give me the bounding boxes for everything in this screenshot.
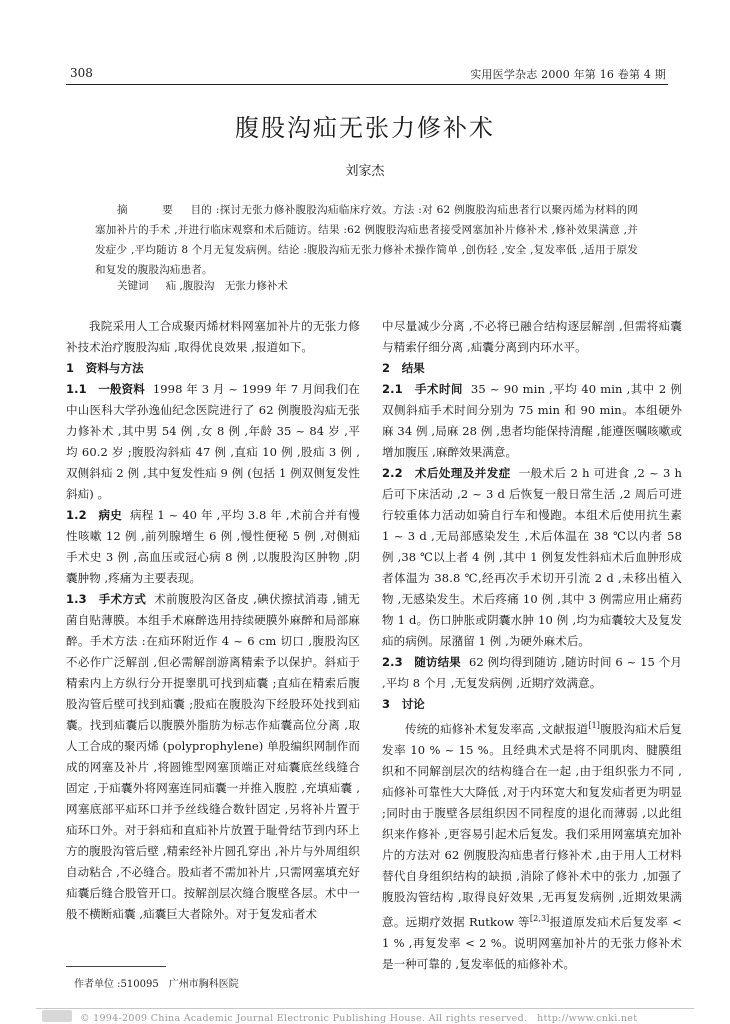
section-1-1-text: 1998 年 3 月 ~ 1999 年 7 月间我们在中山医科大学孙逸仙纪念医院进行了 62 例腹股沟疝无张力修补术 ,其中男 54 例 ,女 8 例 ,年龄 35 ~ 84 岁 ,平均 60.2 岁 ;腹股沟斜疝 47 例 ,直疝 10 例 ,股疝 3 例 ,双侧斜疝 2 例 ,其中复发性疝 9 例 (包括 1 例双侧复发性斜疝) 。	[66, 382, 361, 501]
section-1-3-label: 1.3 手术方式	[66, 592, 147, 606]
section-1-1-label: 1.1 一般资料	[66, 382, 145, 396]
section-1-3-text: 术前腹股沟区备皮 ,碘伏擦拭消毒 ,铺无菌自贴薄膜。本组手术麻醉选用持续硬膜外麻醉和局部麻醉。手术方法 :在疝环附近作 4 ~ 6 cm 切口 ,腹股沟区不必作广泛解剖 ,但必需解剖游离精索予以保护。斜疝于精索内上方纵行分开提睾肌可找到疝囊 ;直疝在精索后腹股沟管后壁可找到疝囊 ;股疝在腹股沟下经股环处找到疝囊。找到疝囊后以腹膜外脂肪为标志作疝囊高位分离 ,取人工合成的聚丙烯 (polyprophylene) 单股编织网制作而成的网塞及补片 ,将圆锥型网塞顶端正对疝囊底丝线缝合固定 ,于疝囊外将网塞连同疝囊一并推入腹腔 ,充填疝囊 ,网塞底部平疝环口并予丝线缝合数针固定 ,另将补片置于疝环口外。对于斜疝和直疝补片放置于耻骨结节到内环上方的腹股沟管后壁 ,精索经补片圆孔穿出 ,补片与外周组织自动粘合 ,不必缝合。股疝者不需加补片 ,只需网塞填充好疝囊后缝合股管开口。按解剖层次缝合腹壁各层。术中一般不横断疝囊 ,疝囊巨大者除外。对于复发疝者术	[66, 592, 360, 921]
left-column	[66, 316, 360, 925]
section-1-1	[66, 379, 360, 505]
section-2-3-label: 2.3 随访结果	[382, 655, 461, 669]
abstract-label: 摘 要	[117, 204, 185, 216]
citation-2: [2,3]	[529, 913, 550, 923]
right-column	[382, 316, 682, 975]
section-2-3-text: 62 例均得到随访 ,随访时间 6 ~ 15 个月 ,平均 8 个月 ,无复发病例 ,近期疗效满意。	[382, 655, 683, 690]
abstract	[95, 200, 638, 280]
page-number: 308	[70, 66, 93, 80]
article-author: 刘家杰	[345, 164, 385, 179]
keywords	[117, 278, 638, 293]
section-1-2-text: 病程 1 ~ 40 年 ,平均 3.8 年 ,术前合并有慢性咳嗽 12 例 ,前列腺增生 6 例 ,慢性便秘 5 例 ,对侧疝手术史 3 例 ,高血压或冠心病 8 例 ,以腹股沟区肿物 ,阴囊肿物 ,疼痛为主要表现。	[66, 508, 360, 585]
continued-paragraph: 中尽量减少分离 ,不必将已融合结构逐层解剖 ,但需将疝囊与精索仔细分离 ,疝囊分离到内环水平。	[382, 319, 682, 354]
author-affiliation: 作者单位 :510095 广州市胸科医院	[74, 979, 239, 990]
keywords-label: 关键词	[117, 280, 149, 292]
section-2-2-text: 一般术后 2 h 可进食 ,2 ~ 3 h 后可下床活动 ,2 ~ 3 d 后恢复一般日常生活 ,2 周后可进行较重体力活动如骑自行车和慢跑。本组术后使用抗生素 1 ~ 3 d ,无局部感染发生 ,术后体温在 38 ℃以内者 58 例 ,38 ℃以上者 4 例 ,其中 1 例复发性斜疝术后血肿形成者体温为 38.8 ℃,经再次手术切开引流 2 d ,未移出植入物 ,无感染发生。术后疼痛 10 例 ,其中 3 例需应用止痛药物 1 d。伤口肿胀或阴囊水肿 10 例 ,均为疝囊较大及复发疝的病例。尿潴留 1 例 ,为硬外麻术后。	[382, 466, 682, 648]
section-2-2-label: 2.2 术后处理及并发症	[382, 466, 511, 480]
section-2-1	[382, 379, 682, 463]
discussion-text-1: 传统的疝修补术复发率高 ,文献报道	[405, 721, 589, 736]
section-2-heading: 2 结果	[382, 361, 425, 375]
copyright-notice: © 1994-2009 China Academic Journal Electronic Publishing House. All rights reserved. http://www.cnki.net	[80, 1013, 638, 1024]
cnki-logo-icon	[42, 1010, 72, 1022]
footnote-rule	[66, 966, 166, 967]
section-2-1-text: 35 ~ 90 min ,平均 40 min ,其中 2 例双侧斜疝手术时间分别为 75 min 和 90 min。本组硬外麻 34 例 ,局麻 28 例 ,患者均能保持清醒 ,能遵医嘱咳嗽或增加腹压 ,麻醉效果满意。	[382, 382, 683, 459]
footer-rule	[36, 1008, 694, 1009]
article-title: 腹股沟疝无张力修补术	[235, 114, 495, 142]
section-2-1-label: 2.1 手术时间	[382, 382, 463, 396]
header-rule	[66, 84, 668, 85]
discussion-text-3: 报道原发疝术后复发率 < 1 % ,再复发率 < 2 %。说明网塞加补片的无张力修补术是一种可靠的 ,复发率低的疝修补术。	[382, 914, 682, 971]
section-1-3	[66, 589, 360, 925]
abstract-body: 目的 :探讨无张力修补腹股沟疝临床疗效。方法 :对 62 例腹股沟疝患者行以聚丙烯为材料的网塞加补片的手术 ,并进行临床观察和术后随访。结果 :62 例腹股沟疝患者接受网塞加补片修补术 ,修补效果满意 ,并发症少 ,平均随访 8 个月无复发病例。结论 :腹股沟疝无张力修补术操作简单 ,创伤轻 ,安全 ,复发率低 ,适用于原发和复发的腹股沟疝患者。	[95, 204, 638, 276]
section-1-2-label: 1.2 病史	[66, 508, 122, 522]
citation-1: [1]	[588, 721, 601, 730]
section-2-3	[382, 652, 682, 694]
keywords-text: 疝 ,腹股沟 无张力修补术	[165, 280, 288, 292]
section-3-heading: 3 讨论	[382, 697, 425, 711]
discussion-paragraph	[382, 715, 682, 975]
section-1-2	[66, 505, 360, 589]
section-2-2	[382, 463, 682, 652]
discussion-text-2: 腹股沟疝术后复发率 10 % ~ 15 %。且经典术式是将不同肌肉、腱膜组织和不同解剖层次的结构缝合在一起 ,由于组织张力不同 ,疝修补可靠性大大降低 ,对于内环宽大和复发疝者更为明显 ;同时由于腹壁各层组织因不同程度的退化而薄弱 ,以此组织来作修补 ,更容易引起术后复发。我们采用网塞填充加补片的方法对 62 例腹股沟疝患者行修补术 ,由于用人工材料替代自身组织结构的缺损 ,消除了修补术中的张力 ,加强了腹股沟管结构 ,取得良好效果 ,无再复发病例 ,近期效果满意。远期疗效据 Rutkow 等	[382, 721, 683, 929]
section-1-heading: 1 资料与方法	[66, 361, 144, 375]
intro-paragraph: 我院采用人工合成聚丙烯材料网塞加补片的无张力修补技术治疗腹股沟疝 ,取得优良效果 ,报道如下。	[66, 319, 360, 354]
journal-info: 实用医学杂志 2000 年第 16 卷第 4 期	[470, 68, 666, 81]
